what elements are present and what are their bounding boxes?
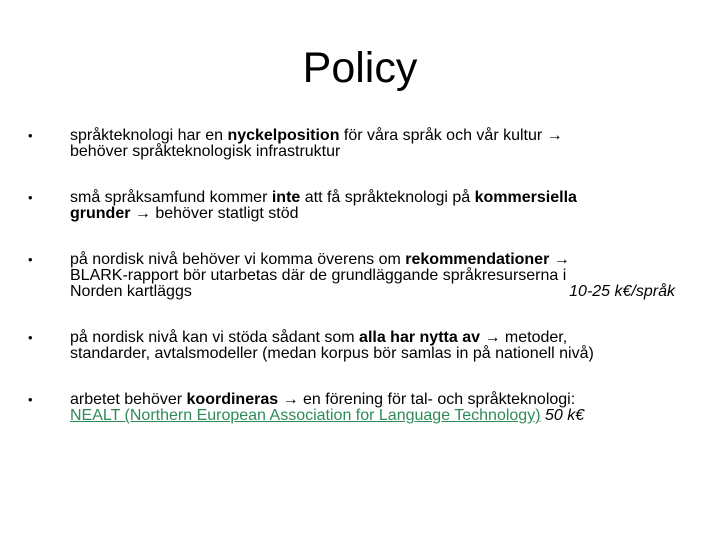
- bullet-marker: •: [28, 392, 33, 407]
- text-line: behöver språkteknologisk infrastruktur: [70, 143, 341, 160]
- bullet-marker: •: [28, 190, 33, 205]
- emphasis-text: nyckelposition: [227, 127, 340, 144]
- text-line: [70, 284, 675, 300]
- bullet-text: [70, 128, 675, 160]
- cost-text: 50 k€: [544, 407, 585, 424]
- text-run: språkteknologi har en: [70, 127, 228, 144]
- cost-text: 10-25 k€/språk: [569, 283, 675, 300]
- text-run: för våra språk och vår kultur →: [339, 127, 563, 144]
- text-run: på nordisk nivå behöver vi komma överens om: [70, 251, 406, 268]
- text-line: [70, 206, 675, 222]
- text-run: → behöver statligt stöd: [130, 205, 299, 222]
- text-line: [70, 392, 675, 408]
- bullet-marker: •: [28, 330, 33, 345]
- text-run: Norden kartläggs: [70, 283, 192, 300]
- text-line: standarder, avtalsmodeller (medan korpus bör samlas in på nationell nivå): [70, 345, 594, 362]
- bullet-marker: •: [28, 128, 33, 143]
- text-run: arbetet behöver: [70, 391, 187, 408]
- slide-title: Policy: [302, 44, 418, 92]
- text-line: [70, 190, 675, 206]
- text-run: →: [549, 251, 570, 268]
- emphasis-text: grunder: [70, 205, 131, 222]
- emphasis-text: rekommendationer: [405, 251, 550, 268]
- text-run: att få språkteknologi på: [300, 189, 475, 206]
- emphasis-text: kommersiella: [474, 189, 577, 206]
- bullet-text: [70, 190, 675, 222]
- text-run: på nordisk nivå kan vi stöda sådant som: [70, 329, 360, 346]
- bullet-text: [70, 252, 675, 300]
- text-line: BLARK-rapport bör utarbetas där de grundläggande språkresurserna i: [70, 267, 567, 284]
- text-run: → metoder,: [480, 329, 568, 346]
- nealt-link[interactable]: NEALT (Northern European Association for Language Technology): [70, 407, 541, 424]
- bullet-text: [70, 392, 675, 424]
- text-run: → en förening för tal- och språkteknologi:: [278, 391, 576, 408]
- bullet-marker: •: [28, 252, 33, 267]
- text-line: [70, 330, 675, 346]
- emphasis-text: inte: [271, 189, 301, 206]
- bullet-text: [70, 330, 675, 362]
- text-line: [70, 408, 675, 424]
- text-run: små språksamfund kommer: [70, 189, 272, 206]
- text-line: [70, 128, 675, 144]
- emphasis-text: koordineras: [186, 391, 279, 408]
- text-line: [70, 252, 675, 268]
- emphasis-text: alla har nytta av: [359, 329, 480, 346]
